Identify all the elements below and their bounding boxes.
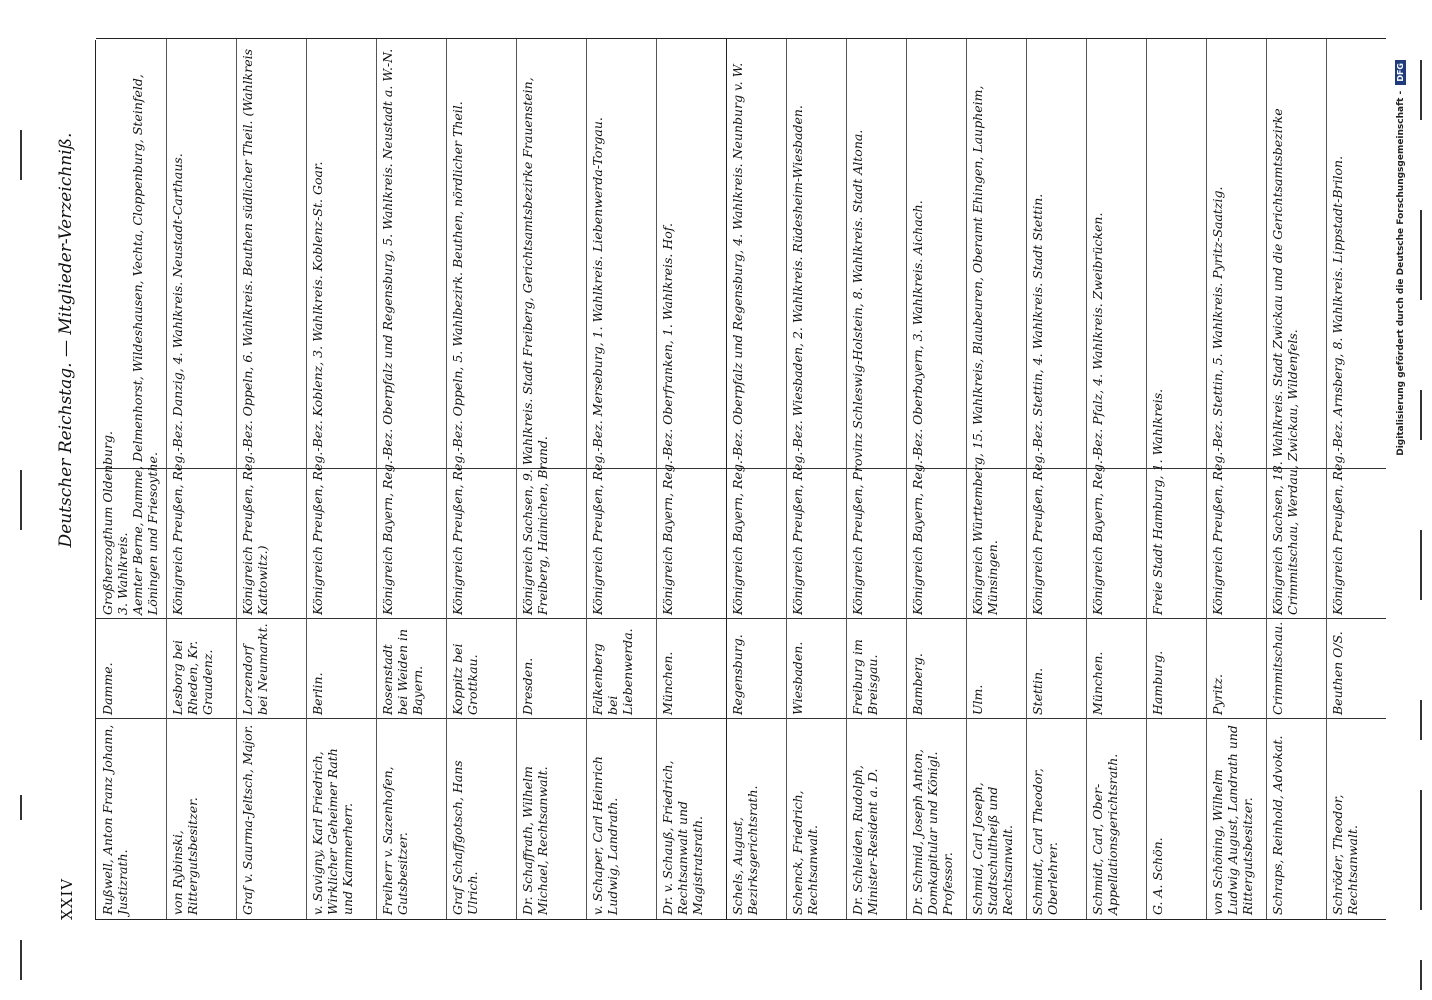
dfg-logo: DFG <box>1395 60 1406 85</box>
member-residence: Damme. <box>100 662 115 715</box>
digitization-credit <box>1395 60 1406 960</box>
row-separator <box>586 39 587 919</box>
member-district: Freie Stadt Hamburg, 1. Wahlkreis. <box>1150 388 1165 615</box>
member-name: Schmidt, Carl, Ober-Appellationsgerichtsrath. <box>1090 753 1120 915</box>
row-separator <box>1326 39 1327 919</box>
row-separator <box>1086 39 1087 919</box>
member-name: Schenck, Friedrich, Rechtsanwalt. <box>790 790 820 915</box>
member-residence: Bamberg. <box>910 653 925 715</box>
member-name: von Schöning, Wilhelm Ludwig August, Landrath und Rittergutsbesitzer. <box>1210 725 1255 915</box>
member-residence: Ulm. <box>970 684 985 715</box>
member-residence: Lesborg bei Rheden, Kr. Graudenz. <box>170 640 215 715</box>
member-residence: Hamburg. <box>1150 650 1165 715</box>
member-residence: Regensburg. <box>730 634 745 715</box>
member-name: Schels, August, Bezirksgerichtsrath. <box>730 785 760 915</box>
member-district: Königreich Bayern, Reg.-Bez. Oberpfalz und Regensburg, 4. Wahlkreis. Neunburg v. W. <box>730 62 745 615</box>
member-district: Königreich Bayern, Reg.-Bez. Pfalz, 4. Wahlkreis. Zweibrücken. <box>1090 212 1105 615</box>
member-residence: Freiburg im Breisgau. <box>850 639 880 715</box>
member-district: Königreich Preußen, Reg.-Bez. Arnsberg, 8. Wahlkreis. Lippstadt-Brilon. <box>1330 155 1345 615</box>
member-residence: München. <box>1090 651 1105 715</box>
member-district: Königreich Preußen, Reg.-Bez. Stettin, 5. Wahlkreis. Pyritz-Saatzig. <box>1210 186 1225 615</box>
member-residence: Berlin. <box>310 672 325 715</box>
member-district: Königreich Preußen, Reg.-Bez. Oppeln, 6. Wahlkreis. Beuthen südlicher Theil. (Wahlkreis Kattowitz.) <box>240 48 270 615</box>
member-district: Königreich Bayern, Reg.-Bez. Oberfranken, 1. Wahlkreis. Hof. <box>660 223 675 615</box>
scan-edge-top <box>20 0 24 1000</box>
member-name: Schröder, Theodor, Rechtsanwalt. <box>1330 794 1360 915</box>
member-name: Graf v. Saurma-Jeltsch, Major. <box>240 724 255 915</box>
member-name: Dr. v. Schauß, Friedrich, Rechtsanwalt und Magistratsrath. <box>660 760 705 915</box>
member-district: Königreich Preußen, Reg.-Bez. Stettin, 4. Wahlkreis. Stadt Stettin. <box>1030 193 1045 615</box>
member-name: Dr. Schleiden, Rudolph, Minister-Resident a. D. <box>850 765 880 915</box>
member-district: Großherzogthum Oldenburg. 3. Wahlkreis. Aemter Berne, Damme, Delmenhorst, Wildeshausen, Vechta, Cloppenburg, Steinfeld, Löningen und Friesoythe. <box>100 74 160 615</box>
member-name: Graf Schaffgotsch, Hans Ulrich. <box>450 760 480 915</box>
member-district: Königreich Bayern, Reg.-Bez. Oberpfalz und Regensburg, 5. Wahlkreis. Neustadt a. W.-N. <box>380 48 395 615</box>
row-separator <box>786 39 787 919</box>
member-district: Königreich Preußen, Reg.-Bez. Merseburg, 1. Wahlkreis. Liebenwerda-Torgau. <box>590 117 605 615</box>
row-separator <box>236 39 237 919</box>
member-name: von Rybinski, Rittergutsbesitzer. <box>170 797 200 915</box>
member-district: Königreich Preußen, Provinz Schleswig-Holstein, 8. Wahlkreis. Stadt Altona. <box>850 129 865 615</box>
page-header <box>50 40 80 920</box>
member-residence: Koppitz bei Grottkau. <box>450 643 480 715</box>
row-separator <box>376 39 377 919</box>
members-table <box>95 40 1386 920</box>
member-residence: München. <box>660 651 675 715</box>
page-number: XXIV <box>58 877 76 920</box>
member-name: Freiherr v. Sazenhofen, Gutsbesitzer. <box>380 766 410 915</box>
member-district: Königreich Württemberg, 15. Wahlkreis, Blaubeuren, Oberamt Ehingen, Laupheim, Münsingen. <box>970 85 1000 615</box>
credit-text: Digitalisierung gefördert durch die Deutsche Forschungsgemeinschaft - <box>1396 90 1406 456</box>
member-district: Königreich Preußen, Reg.-Bez. Danzig, 4. Wahlkreis. Neustadt-Carthaus. <box>170 153 185 615</box>
running-title: Deutscher Reichstag. — Mitglieder-Verzeichniß. <box>56 132 76 548</box>
member-residence: Stettin. <box>1030 667 1045 715</box>
row-separator <box>306 39 307 919</box>
member-name: v. Savigny, Karl Friedrich, Wirklicher Geheimer Rath und Kammerherr. <box>310 748 355 915</box>
member-district: Königreich Preußen, Reg.-Bez. Oppeln, 5. Wahlbezirk. Beuthen, nördlicher Theil. <box>450 101 465 615</box>
row-separator <box>906 39 907 919</box>
member-residence: Crimmitschau. <box>1270 621 1285 715</box>
row-separator <box>1206 39 1207 919</box>
member-residence: Pyritz. <box>1210 673 1225 715</box>
member-name: G. A. Schön. <box>1150 837 1165 915</box>
member-name: v. Schaper, Carl Heinrich Ludwig, Landrath. <box>590 756 620 915</box>
member-district: Königreich Preußen, Reg.-Bez. Koblenz, 3. Wahlkreis. Koblenz-St. Goar. <box>310 161 325 615</box>
row-separator <box>656 39 657 919</box>
member-district: Königreich Bayern, Reg.-Bez. Oberbayern, 3. Wahlkreis. Aichach. <box>910 200 925 615</box>
member-name: Schmid, Carl Joseph, Stadtschultheiß und Rechtsanwalt. <box>970 782 1015 915</box>
right-half-table <box>726 38 1386 920</box>
row-separator <box>446 39 447 919</box>
row-separator <box>166 39 167 919</box>
row-separator <box>846 39 847 919</box>
member-district: Königreich Sachsen, 9. Wahlkreis. Stadt Freiberg, Gerichtsamtsbezirke Frauenstein, Freiberg, Hainichen, Brand. <box>520 77 550 615</box>
member-residence: Rosenstadt bei Weiden in Bayern. <box>380 628 425 715</box>
row-separator <box>1266 39 1267 919</box>
member-residence: Wiesbaden. <box>790 641 805 715</box>
member-name: Dr. Schmid, Joseph Anton, Domkapitular und Königl. Professor. <box>910 748 955 915</box>
row-separator <box>1146 39 1147 919</box>
row-separator <box>1026 39 1027 919</box>
member-district: Königreich Sachsen, 18. Wahlkreis. Stadt Zwickau und die Gerichtsamtsbezirke Crimmitschau, Werdau, Zwickau, Wildenfels. <box>1270 108 1300 615</box>
member-name: Rußwell, Anton Franz Johann, Justizrath. <box>100 724 130 915</box>
row-separator <box>516 39 517 919</box>
member-residence: Dresden. <box>520 657 535 715</box>
member-residence: Falkenberg bei Liebenwerda. <box>590 628 635 715</box>
member-residence: Beuthen O/S. <box>1330 631 1345 715</box>
member-name: Schmidt, Carl Theodor, Oberlehrer. <box>1030 768 1060 915</box>
left-half-table <box>96 38 727 920</box>
member-residence: Lorzendorf bei Neumarkt. <box>240 623 270 715</box>
scan-edge-bottom <box>1420 0 1424 1000</box>
member-district: Königreich Preußen, Reg.-Bez. Wiesbaden, 2. Wahlkreis. Rüdesheim-Wiesbaden. <box>790 105 805 615</box>
member-name: Dr. Schaffrath, Wilhelm Michael, Rechtsanwalt. <box>520 766 550 915</box>
member-name: Schraps, Reinhold, Advokat. <box>1270 735 1285 915</box>
row-separator <box>966 39 967 919</box>
